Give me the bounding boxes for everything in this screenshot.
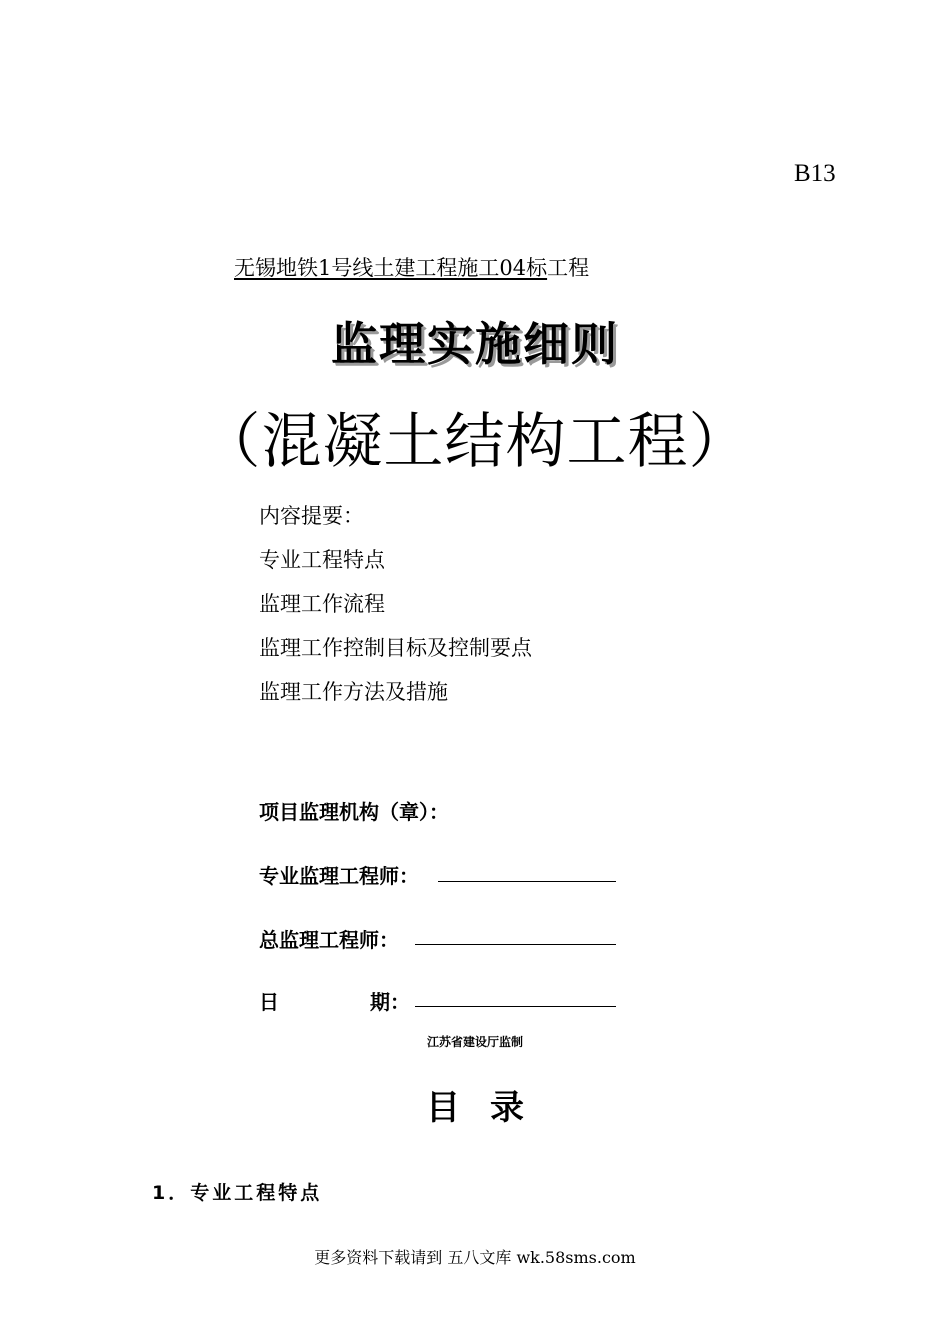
content-summary: [259, 503, 532, 723]
toc-title: 目录: [426, 1088, 554, 1128]
project-name-underlined: 无锡地铁1号线土建工程施工04标: [234, 256, 548, 280]
document-code: B13: [794, 160, 836, 187]
sub-title: （混凝土结构工程）: [200, 407, 750, 477]
toc-item[interactable]: 1．专业工程特点: [152, 1182, 323, 1204]
date-label-part2: 期：: [370, 990, 410, 1014]
summary-item: 监理工作流程: [259, 592, 385, 616]
footer-download-note[interactable]: 更多资料下载请到 五八文库 wk.58sms.com: [314, 1248, 636, 1267]
date-label-part1: 日: [259, 990, 279, 1014]
project-name: [234, 252, 589, 282]
date-signature-line[interactable]: [415, 1006, 616, 1007]
summary-item: 监理工作控制目标及控制要点: [259, 636, 532, 660]
supervision-org-label: 项目监理机构（章）：: [259, 800, 449, 824]
project-name-suffix: 工程: [547, 256, 590, 280]
summary-item: 专业工程特点: [259, 548, 385, 572]
chief-engineer-label: 总监理工程师：: [259, 928, 399, 952]
chief-engineer-signature-line[interactable]: [415, 944, 616, 945]
issuer-note: 江苏省建设厅监制: [426, 1035, 523, 1049]
summary-item: 监理工作方法及措施: [259, 680, 448, 704]
specialist-engineer-signature-line[interactable]: [438, 881, 616, 882]
specialist-engineer-label: 专业监理工程师：: [259, 864, 419, 888]
main-title: 监理实施细则: [331, 317, 619, 371]
summary-heading: 内容提要：: [259, 504, 364, 528]
